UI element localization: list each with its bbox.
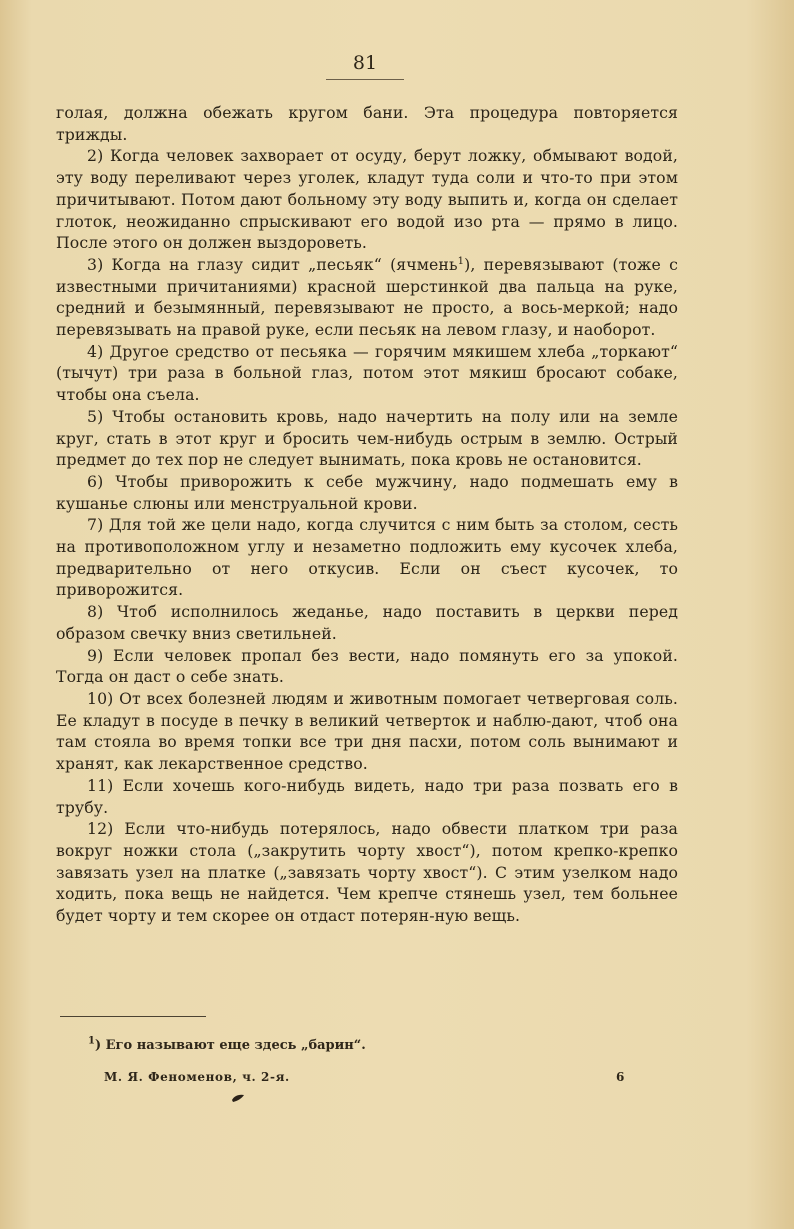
signature-text: М. Я. Феноменов, ч. 2-я. (104, 1070, 290, 1084)
paragraph-9: 9) Если человек пропал без вести, надо помянуть его за упокой. Тогда он даст о себе знать. (56, 645, 678, 687)
paragraph-3-text-end: ), перевязывают (тоже с известными причитаниями) красной шерстинкой два пальца на руке, средний и безымянный, перевязывают не просто, а вось-меркой; надо перевязывать на правой руке, если песьяк на левом глазу, и наоборот. (56, 254, 678, 340)
paragraph-8: 8) Чтоб исполнилось жеданье, надо поставить в церкви перед образом свечку вниз светильней. (56, 602, 678, 643)
page-number-rule (326, 79, 404, 80)
footnote-reference: 1 (457, 255, 465, 267)
page-number: 81 (352, 52, 378, 74)
paragraph-12: 12) Если что-нибудь потерялось, надо обвести платком три раза вокруг ножки стола („закрутить чорту хвост“), потом крепко-крепко завязать узел на платке („завязать чорту хвост“). С этим узелком надо ходить, пока вещь не найдется. Чем крепче стянешь узел, тем больнее будет чорту и тем скорее он отдаст потерян-ную вещь. (56, 819, 678, 926)
paragraph-6: 6) Чтобы приворожить к себе мужчину, надо подмешать ему в кушанье слюны или менструальной крови. (56, 471, 678, 513)
footnote-separator (60, 1016, 206, 1017)
paragraph-3 (56, 254, 678, 341)
paragraph-2: 2) Когда человек захворает от осуду, берут ложку, обмывают водой, эту воду переливают через уголек, кладут туда соли и что-то при этом причитывают. Потом дают больному эту воду выпить и, когда он сделает глоток, неожиданно спрыскивают его водой изо рта — прямо в лицо. После этого он должен выздороветь. (56, 146, 678, 253)
paragraph-4: 4) Другое средство от песьяка — горячим мякишем хлеба „торкают“ (тычут) три раза в больной глаз, потом этот мякиш бросают собаке, чтобы она съела. (56, 341, 678, 405)
paragraph-3-text-start: 3) Когда на глазу сидит „песьяк“ (ячмень (87, 254, 458, 274)
paragraph-7: 7) Для той же цели надо, когда случится с ним быть за столом, сесть на противоположном углу и незаметно подложить ему кусочек хлеба, предварительно от него откусив. Если он съест кусочек, то приворожится. (56, 515, 678, 600)
main-text (56, 102, 678, 927)
paragraph-continuation: голая, должна обежать кругом бани. Эта процедура повторяется трижды. (56, 103, 678, 144)
printer-signature (104, 1068, 644, 1088)
footnote-mark: 1 (88, 1035, 95, 1047)
paragraph-11: 11) Если хочешь кого-нибудь видеть, надо три раза позвать его в трубу. (56, 775, 678, 817)
ink-blot-icon (231, 1094, 245, 1103)
sheet-number: 6 (616, 1070, 625, 1084)
footnote (88, 1037, 488, 1055)
paragraph-5: 5) Чтобы остановить кровь, надо начертить на полу или на земле круг, стать в этот круг и бросить чем-нибудь острым в землю. Острый предмет до тех пор не следует вынимать, пока кровь не остановится. (56, 406, 678, 470)
paragraph-10: 10) От всех болезней людям и животным помогает четверговая соль. Ее кладут в посуде в печку в великий четверток и наблю-дают, чтоб она там стояла во время топки все три дня пасхи, потом соль вынимают и хранят, как лекарственное средство. (56, 688, 678, 774)
footnote-text: ) Его называют еще здесь „барин“. (94, 1038, 366, 1053)
